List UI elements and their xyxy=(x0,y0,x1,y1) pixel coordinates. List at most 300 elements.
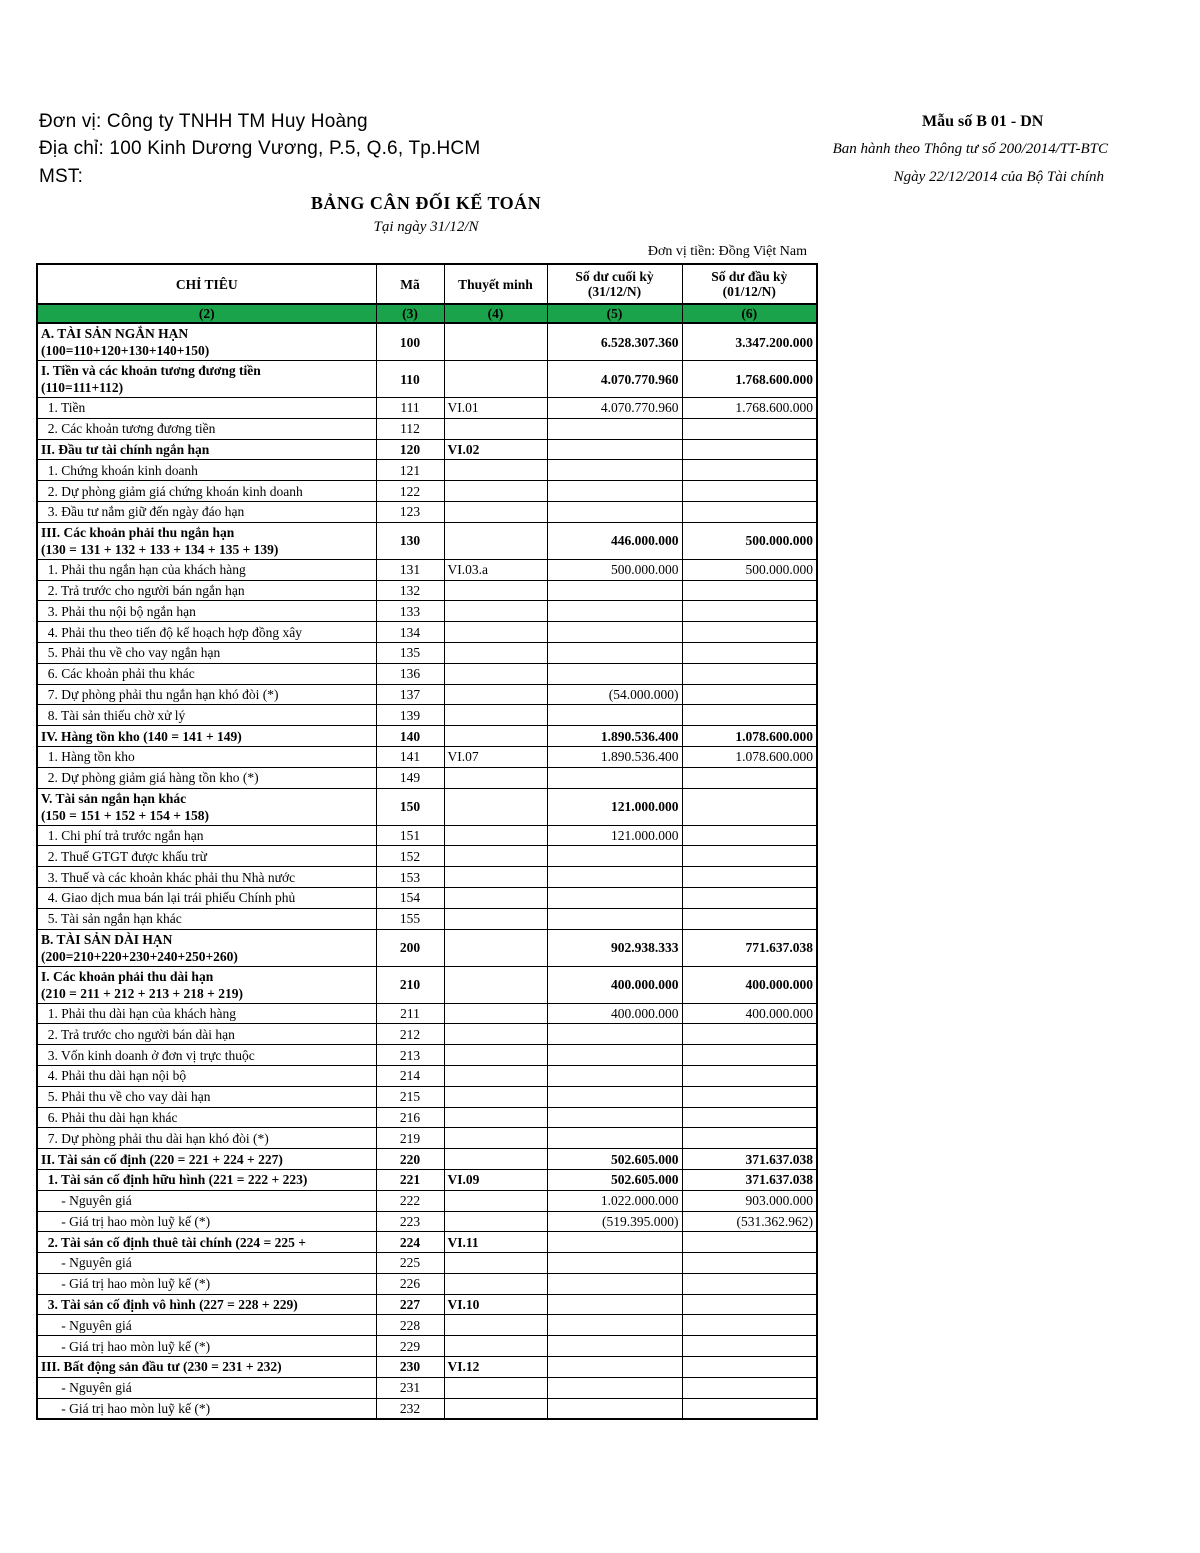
row-indicator xyxy=(37,398,376,419)
row-opening-balance xyxy=(682,642,817,663)
issued-by: Ban hành theo Thông tư số 200/2014/TT-BTC xyxy=(832,141,1108,157)
row-indicator-formula: (100=110+120+130+140+150) xyxy=(41,343,210,358)
row-indicator xyxy=(37,1253,376,1274)
row-closing-balance xyxy=(547,1398,682,1419)
table-row xyxy=(37,1253,817,1274)
row-closing-balance xyxy=(547,908,682,929)
row-note: VI.11 xyxy=(444,1232,547,1253)
table-row xyxy=(37,361,817,398)
row-indicator-label: 2. Các khoản tương đương tiền xyxy=(41,421,216,437)
table-row xyxy=(37,1086,817,1107)
tax-code: MST: xyxy=(39,166,84,187)
row-indicator-label: I. Các khoản phải thu dài hạn xyxy=(41,968,214,984)
row-opening-balance: 1.768.600.000 xyxy=(682,398,817,419)
row-closing-balance xyxy=(547,846,682,867)
row-indicator-label: 1. Chi phí trả trước ngắn hạn xyxy=(41,827,204,843)
table-row xyxy=(37,460,817,481)
row-code: 110 xyxy=(376,361,444,398)
row-opening-balance xyxy=(682,1377,817,1398)
row-indicator-label: 4. Giao dịch mua bán lại trái phiếu Chính phủ xyxy=(41,890,296,906)
row-indicator xyxy=(37,1024,376,1045)
table-row xyxy=(37,788,817,825)
row-indicator xyxy=(37,501,376,522)
row-code: 150 xyxy=(376,788,444,825)
row-closing-balance xyxy=(547,481,682,502)
row-indicator xyxy=(37,323,376,361)
col-indicator-header: CHỈ TIÊU xyxy=(37,264,376,304)
row-code: 134 xyxy=(376,622,444,643)
row-code: 123 xyxy=(376,501,444,522)
row-closing-balance xyxy=(547,1045,682,1066)
row-opening-balance xyxy=(682,601,817,622)
column-number-row xyxy=(37,304,817,323)
table-row xyxy=(37,908,817,929)
row-code: 139 xyxy=(376,705,444,726)
row-note xyxy=(444,323,547,361)
row-code: 222 xyxy=(376,1190,444,1211)
row-indicator-label: A. TÀI SẢN NGẮN HẠN xyxy=(41,326,189,341)
row-code: 111 xyxy=(376,398,444,419)
row-indicator xyxy=(37,726,376,747)
row-indicator-label: 6. Các khoản phải thu khác xyxy=(41,666,195,682)
row-code: 141 xyxy=(376,746,444,767)
row-indicator-label: - Giá trị hao mòn luỹ kế (*) xyxy=(41,1338,211,1354)
row-note xyxy=(444,642,547,663)
row-code: 216 xyxy=(376,1107,444,1128)
row-closing-balance xyxy=(547,1273,682,1294)
row-note xyxy=(444,1377,547,1398)
col-number: (4) xyxy=(444,304,547,323)
row-note: VI.03.a xyxy=(444,559,547,580)
row-indicator xyxy=(37,642,376,663)
table-row xyxy=(37,559,817,580)
row-indicator xyxy=(37,1086,376,1107)
col-number: (5) xyxy=(547,304,682,323)
row-note xyxy=(444,1086,547,1107)
row-indicator xyxy=(37,580,376,601)
row-indicator xyxy=(37,1357,376,1378)
row-indicator-label: B. TÀI SẢN DÀI HẠN xyxy=(41,931,173,947)
row-indicator-label: III. Các khoản phải thu ngắn hạn xyxy=(41,524,235,540)
row-note xyxy=(444,1336,547,1357)
row-opening-balance xyxy=(682,663,817,684)
row-closing-balance: 446.000.000 xyxy=(547,522,682,559)
row-code: 140 xyxy=(376,726,444,747)
row-code: 122 xyxy=(376,481,444,502)
col-closing-date: (31/12/N) xyxy=(587,284,642,299)
row-opening-balance xyxy=(682,1357,817,1378)
table-row xyxy=(37,1169,817,1190)
table-row xyxy=(37,1045,817,1066)
table-row xyxy=(37,1294,817,1315)
row-opening-balance xyxy=(682,767,817,788)
row-closing-balance: 6.528.307.360 xyxy=(547,323,682,361)
row-opening-balance: 400.000.000 xyxy=(682,1003,817,1024)
row-opening-balance: (531.362.962) xyxy=(682,1211,817,1232)
table-row xyxy=(37,684,817,705)
row-indicator xyxy=(37,622,376,643)
table-row xyxy=(37,1357,817,1378)
row-code: 230 xyxy=(376,1357,444,1378)
col-opening-header xyxy=(682,264,817,304)
row-note: VI.02 xyxy=(444,439,547,460)
row-note xyxy=(444,1211,547,1232)
row-note xyxy=(444,867,547,888)
row-opening-balance xyxy=(682,887,817,908)
row-indicator xyxy=(37,929,376,966)
row-opening-balance: 3.347.200.000 xyxy=(682,323,817,361)
row-indicator-formula: (150 = 151 + 152 + 154 + 158) xyxy=(41,807,210,823)
report-date: Tại ngày 31/12/N xyxy=(373,219,479,235)
row-code: 120 xyxy=(376,439,444,460)
table-row xyxy=(37,522,817,559)
table-row xyxy=(37,1211,817,1232)
table-row xyxy=(37,663,817,684)
row-opening-balance xyxy=(682,1294,817,1315)
row-closing-balance: 500.000.000 xyxy=(547,559,682,580)
table-row xyxy=(37,746,817,767)
table-row xyxy=(37,601,817,622)
row-indicator-label: III. Bất động sản đầu tư (230 = 231 + 232) xyxy=(41,1359,282,1375)
row-closing-balance xyxy=(547,1294,682,1315)
row-indicator xyxy=(37,559,376,580)
row-code: 152 xyxy=(376,846,444,867)
row-indicator xyxy=(37,1377,376,1398)
row-indicator-label: 3. Tài sản cố định vô hình (227 = 228 + 229) xyxy=(41,1297,298,1313)
row-indicator-label: 2. Thuế GTGT được khấu trừ xyxy=(41,848,207,864)
table-row xyxy=(37,825,817,846)
row-indicator-label: 1. Hàng tồn kho xyxy=(41,749,135,765)
row-code: 133 xyxy=(376,601,444,622)
form-code: Mẫu số B 01 - DN xyxy=(922,113,1044,130)
row-indicator-label: 5. Phải thu về cho vay dài hạn xyxy=(41,1089,211,1105)
row-code: 210 xyxy=(376,966,444,1003)
row-note xyxy=(444,767,547,788)
table-row xyxy=(37,1190,817,1211)
row-indicator xyxy=(37,887,376,908)
row-code: 225 xyxy=(376,1253,444,1274)
table-row xyxy=(37,1336,817,1357)
row-code: 213 xyxy=(376,1045,444,1066)
row-indicator xyxy=(37,867,376,888)
row-opening-balance xyxy=(682,1398,817,1419)
row-indicator-label: 2. Dự phòng giảm giá hàng tồn kho (*) xyxy=(41,770,259,786)
row-indicator-label: 3. Đầu tư nắm giữ đến ngày đáo hạn xyxy=(41,504,245,520)
row-closing-balance: 502.605.000 xyxy=(547,1169,682,1190)
row-note xyxy=(444,684,547,705)
row-indicator-label: 1. Phải thu ngắn hạn của khách hàng xyxy=(41,562,246,578)
row-note xyxy=(444,726,547,747)
row-closing-balance: 1.022.000.000 xyxy=(547,1190,682,1211)
row-note: VI.09 xyxy=(444,1169,547,1190)
row-note xyxy=(444,1149,547,1170)
row-note xyxy=(444,501,547,522)
row-indicator xyxy=(37,663,376,684)
row-indicator xyxy=(37,1232,376,1253)
row-indicator xyxy=(37,966,376,1003)
row-closing-balance xyxy=(547,622,682,643)
row-closing-balance xyxy=(547,1232,682,1253)
row-indicator xyxy=(37,460,376,481)
row-indicator xyxy=(37,361,376,398)
row-opening-balance: 371.637.038 xyxy=(682,1169,817,1190)
row-note xyxy=(444,1273,547,1294)
row-indicator xyxy=(37,1149,376,1170)
col-closing-label: Số dư cuối kỳ xyxy=(575,269,654,284)
row-closing-balance: 121.000.000 xyxy=(547,825,682,846)
row-opening-balance: 903.000.000 xyxy=(682,1190,817,1211)
row-indicator xyxy=(37,1190,376,1211)
row-note xyxy=(444,1024,547,1045)
row-opening-balance xyxy=(682,1336,817,1357)
row-indicator-label: 7. Dự phòng phải thu dài hạn khó đòi (*) xyxy=(41,1130,269,1146)
table-row xyxy=(37,1107,817,1128)
table-row xyxy=(37,398,817,419)
row-opening-balance xyxy=(682,1107,817,1128)
col-opening-date: (01/12/N) xyxy=(722,284,776,299)
row-indicator xyxy=(37,1398,376,1419)
row-opening-balance xyxy=(682,1232,817,1253)
row-indicator xyxy=(37,522,376,559)
col-code-header: Mã xyxy=(376,264,444,304)
row-indicator-label: 4. Phải thu theo tiến độ kế hoạch hợp đồng xây xyxy=(41,624,302,640)
row-note xyxy=(444,1045,547,1066)
row-closing-balance: 400.000.000 xyxy=(547,1003,682,1024)
row-opening-balance xyxy=(682,846,817,867)
table-row xyxy=(37,481,817,502)
row-note xyxy=(444,705,547,726)
row-opening-balance: 1.078.600.000 xyxy=(682,746,817,767)
row-closing-balance: 502.605.000 xyxy=(547,1149,682,1170)
row-code: 227 xyxy=(376,1294,444,1315)
col-opening-label: Số dư đầu kỳ xyxy=(711,269,788,284)
row-closing-balance xyxy=(547,418,682,439)
row-indicator xyxy=(37,481,376,502)
issued-date: Ngày 22/12/2014 của Bộ Tài chính xyxy=(893,169,1104,185)
row-code: 226 xyxy=(376,1273,444,1294)
row-opening-balance xyxy=(682,867,817,888)
row-indicator xyxy=(37,825,376,846)
row-indicator-label: 1. Phải thu dài hạn của khách hàng xyxy=(41,1005,236,1021)
row-indicator-label: I. Tiền và các khoản tương đương tiền xyxy=(41,363,261,378)
row-closing-balance xyxy=(547,1253,682,1274)
row-code: 231 xyxy=(376,1377,444,1398)
row-closing-balance xyxy=(547,1357,682,1378)
row-opening-balance: 371.637.038 xyxy=(682,1149,817,1170)
row-indicator xyxy=(37,439,376,460)
row-indicator xyxy=(37,908,376,929)
row-code: 155 xyxy=(376,908,444,929)
row-indicator-label: - Nguyên giá xyxy=(41,1193,132,1209)
row-note xyxy=(444,418,547,439)
row-code: 219 xyxy=(376,1128,444,1149)
row-note xyxy=(444,1190,547,1211)
row-closing-balance xyxy=(547,705,682,726)
row-closing-balance xyxy=(547,580,682,601)
row-code: 215 xyxy=(376,1086,444,1107)
row-opening-balance: 1.078.600.000 xyxy=(682,726,817,747)
row-indicator-label: 2. Trả trước cho người bán dài hạn xyxy=(41,1026,235,1042)
table-row xyxy=(37,1024,817,1045)
row-indicator xyxy=(37,1211,376,1232)
row-opening-balance xyxy=(682,1128,817,1149)
row-closing-balance xyxy=(547,1024,682,1045)
row-closing-balance xyxy=(547,601,682,622)
row-note xyxy=(444,825,547,846)
row-indicator xyxy=(37,1003,376,1024)
row-indicator-label: - Nguyên giá xyxy=(41,1380,132,1396)
row-indicator-label: 1. Chứng khoán kinh doanh xyxy=(41,462,198,478)
row-note xyxy=(444,788,547,825)
row-code: 212 xyxy=(376,1024,444,1045)
col-number: (6) xyxy=(682,304,817,323)
row-opening-balance xyxy=(682,1045,817,1066)
row-closing-balance xyxy=(547,663,682,684)
table-row xyxy=(37,439,817,460)
row-indicator-label: 2. Dự phòng giảm giá chứng khoán kinh doanh xyxy=(41,483,303,499)
row-indicator-label: 5. Phải thu về cho vay ngắn hạn xyxy=(41,645,221,661)
row-note xyxy=(444,622,547,643)
row-indicator xyxy=(37,601,376,622)
row-indicator xyxy=(37,767,376,788)
table-row xyxy=(37,1315,817,1336)
row-closing-balance xyxy=(547,460,682,481)
row-indicator-label: 1. Tiền xyxy=(41,400,86,416)
company-name: Đơn vị: Công ty TNHH TM Huy Hoàng xyxy=(39,111,368,132)
row-code: 228 xyxy=(376,1315,444,1336)
row-opening-balance: 771.637.038 xyxy=(682,929,817,966)
row-code: 100 xyxy=(376,323,444,361)
row-opening-balance xyxy=(682,1024,817,1045)
row-indicator-label: - Nguyên giá xyxy=(41,1255,132,1271)
row-opening-balance xyxy=(682,439,817,460)
col-note-header: Thuyết minh xyxy=(444,264,547,304)
row-indicator xyxy=(37,418,376,439)
row-opening-balance: 500.000.000 xyxy=(682,559,817,580)
row-code: 223 xyxy=(376,1211,444,1232)
row-closing-balance: 1.890.536.400 xyxy=(547,726,682,747)
row-indicator xyxy=(37,1107,376,1128)
row-indicator xyxy=(37,1336,376,1357)
row-indicator-formula: (130 = 131 + 132 + 133 + 134 + 135 + 139) xyxy=(41,541,279,557)
row-opening-balance xyxy=(682,418,817,439)
row-note: VI.12 xyxy=(444,1357,547,1378)
company-address: Địa chỉ: 100 Kinh Dương Vương, P.5, Q.6, Tp.HCM xyxy=(39,138,481,159)
row-note xyxy=(444,1003,547,1024)
row-closing-balance: 1.890.536.400 xyxy=(547,746,682,767)
row-code: 151 xyxy=(376,825,444,846)
row-code: 220 xyxy=(376,1149,444,1170)
table-row xyxy=(37,1377,817,1398)
row-closing-balance xyxy=(547,1086,682,1107)
row-indicator-label: 5. Tài sản ngắn hạn khác xyxy=(41,911,182,927)
row-closing-balance xyxy=(547,867,682,888)
row-opening-balance xyxy=(682,501,817,522)
row-closing-balance xyxy=(547,642,682,663)
row-indicator xyxy=(37,1128,376,1149)
table-row xyxy=(37,501,817,522)
row-note xyxy=(444,1253,547,1274)
row-opening-balance xyxy=(682,788,817,825)
row-note xyxy=(444,929,547,966)
row-closing-balance xyxy=(547,1377,682,1398)
row-opening-balance xyxy=(682,1086,817,1107)
row-note xyxy=(444,887,547,908)
table-row xyxy=(37,705,817,726)
row-closing-balance xyxy=(547,1336,682,1357)
row-closing-balance xyxy=(547,1065,682,1086)
row-indicator xyxy=(37,846,376,867)
row-opening-balance xyxy=(682,1315,817,1336)
row-closing-balance: 400.000.000 xyxy=(547,966,682,1003)
row-indicator-label: 2. Tài sản cố định thuê tài chính (224 = 225 + xyxy=(41,1234,306,1250)
row-note xyxy=(444,1065,547,1086)
table-row xyxy=(37,1065,817,1086)
row-note xyxy=(444,663,547,684)
row-closing-balance xyxy=(547,767,682,788)
row-code: 153 xyxy=(376,867,444,888)
row-code: 136 xyxy=(376,663,444,684)
row-code: 131 xyxy=(376,559,444,580)
row-indicator-label: 2. Trả trước cho người bán ngắn hạn xyxy=(41,582,245,598)
row-code: 137 xyxy=(376,684,444,705)
table-row xyxy=(37,323,817,361)
row-indicator-label: 3. Thuế và các khoản khác phải thu Nhà nước xyxy=(41,869,296,885)
table-row xyxy=(37,418,817,439)
row-code: 112 xyxy=(376,418,444,439)
row-closing-balance xyxy=(547,439,682,460)
row-code: 121 xyxy=(376,460,444,481)
row-indicator xyxy=(37,1315,376,1336)
table-row xyxy=(37,1149,817,1170)
row-indicator xyxy=(37,746,376,767)
row-note xyxy=(444,908,547,929)
table-row xyxy=(37,767,817,788)
table-row xyxy=(37,1273,817,1294)
row-opening-balance xyxy=(682,1065,817,1086)
row-code: 132 xyxy=(376,580,444,601)
row-indicator-label: 6. Phải thu dài hạn khác xyxy=(41,1109,178,1125)
row-code: 214 xyxy=(376,1065,444,1086)
row-opening-balance: 500.000.000 xyxy=(682,522,817,559)
table-row xyxy=(37,966,817,1003)
row-closing-balance: 902.938.333 xyxy=(547,929,682,966)
row-indicator-formula: (110=111+112) xyxy=(41,380,124,395)
row-indicator-label: 1. Tài sản cố định hữu hình (221 = 222 + 223) xyxy=(41,1172,308,1188)
row-note xyxy=(444,1398,547,1419)
row-indicator-label: 4. Phải thu dài hạn nội bộ xyxy=(41,1068,187,1084)
row-code: 135 xyxy=(376,642,444,663)
table-row xyxy=(37,580,817,601)
row-note xyxy=(444,580,547,601)
row-indicator xyxy=(37,1169,376,1190)
row-closing-balance: (54.000.000) xyxy=(547,684,682,705)
row-opening-balance xyxy=(682,481,817,502)
row-opening-balance xyxy=(682,460,817,481)
row-note xyxy=(444,460,547,481)
table-row xyxy=(37,929,817,966)
row-indicator-label: II. Đầu tư tài chính ngắn hạn xyxy=(41,441,210,457)
row-indicator-label: - Giá trị hao mòn luỹ kế (*) xyxy=(41,1213,211,1229)
table-row xyxy=(37,726,817,747)
col-number: (2) xyxy=(37,304,376,323)
row-note xyxy=(444,361,547,398)
row-code: 149 xyxy=(376,767,444,788)
row-opening-balance xyxy=(682,622,817,643)
row-code: 130 xyxy=(376,522,444,559)
row-note xyxy=(444,601,547,622)
col-closing-header xyxy=(547,264,682,304)
